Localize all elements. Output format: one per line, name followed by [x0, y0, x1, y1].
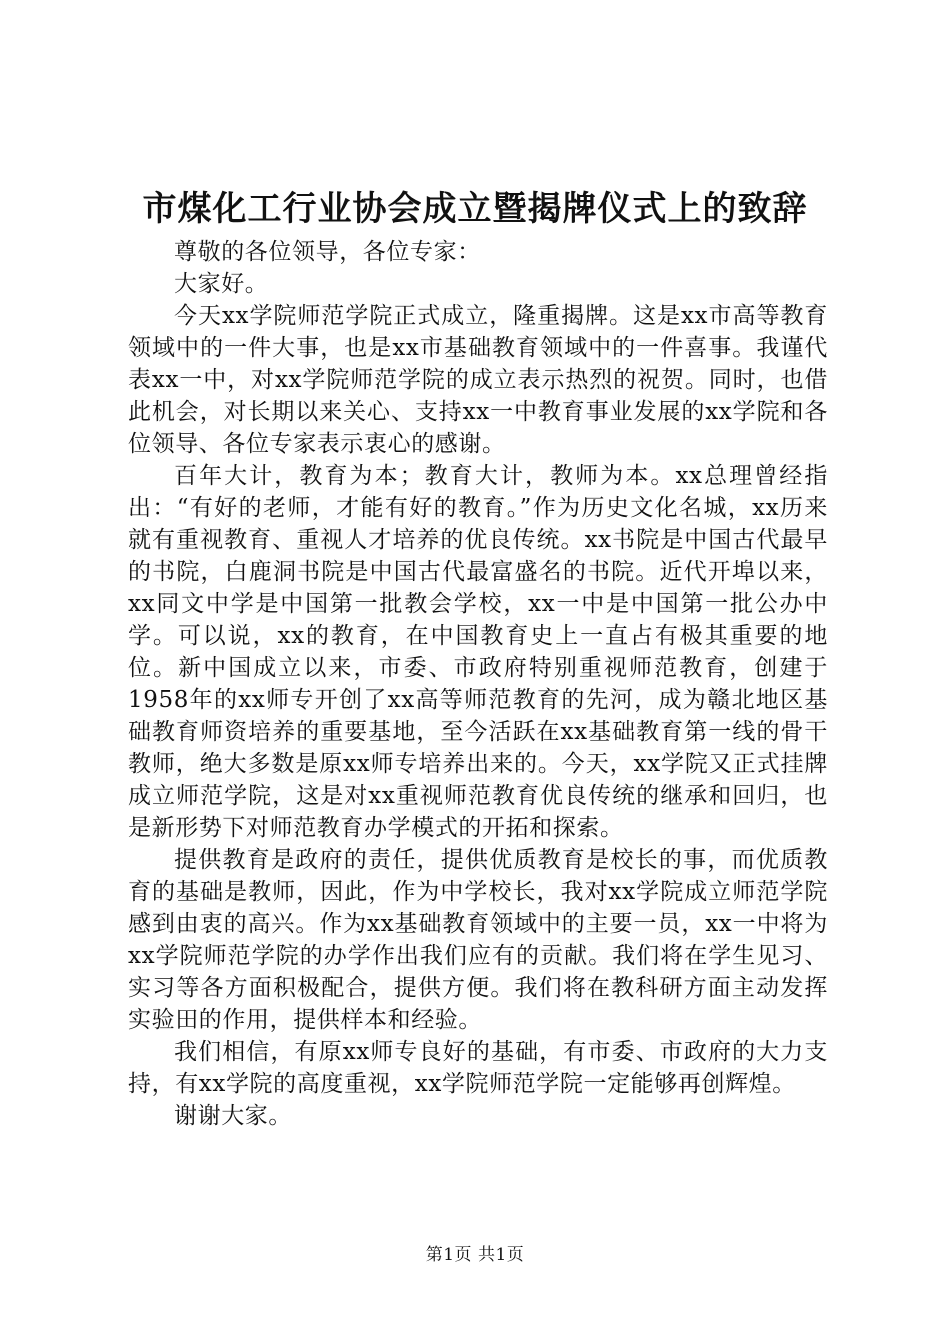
body-paragraph: 我们相信，有原xx师专良好的基础，有市委、市政府的大力支持，有xx学院的高度重视，xx学院师范学院一定能够再创辉煌。 — [128, 1039, 828, 1097]
body-paragraph: 提供教育是政府的责任，提供优质教育是校长的事，而优质教育的基础是教师，因此，作为中学校长，我对xx学院成立师范学院感到由衷的高兴。作为xx基础教育领域中的主要一员，xx一中将为xx学院师范学院的办学作出我们应有的贡献。我们将在学生见习、实习等各方面积极配合，提供方便。我们将在教科研方面主动发挥实验田的作用，提供样本和经验。 — [128, 847, 828, 1033]
document-title: 市煤化工行业协会成立暨揭牌仪式上的致辞 — [142, 189, 808, 229]
page-footer: 第1页 共1页 — [425, 1245, 525, 1265]
body-paragraph: 百年大计，教育为本；教育大计，教师为本。xx总理曾经指出：“有好的老师，才能有好的教育。”作为历史文化名城，xx历来就有重视教育、重视人才培养的优良传统。xx书院是中国古代最早的书院，白鹿洞书院是中国古代最富盛名的书院。近代开埠以来，xx同文中学是中国第一批教会学校，xx一中是中国第一批公办中学。可以说，xx的教育，在中国教育史上一直占有极其重要的地位。新中国成立以来，市委、市政府特别重视师范教育，创建于1958年的xx师专开创了xx高等师范教育的先河，成为赣北地区基础教育师资培养的重要基地，至今活跃在xx基础教育第一线的骨干教师，绝大多数是原xx师专培养出来的。今天，xx学院又正式挂牌成立师范学院，这是对xx重视师范教育优良传统的继承和回归，也是新形势下对师范教育办学模式的开拓和探索。 — [128, 463, 828, 841]
salutation: 尊敬的各位领导，各位专家： — [174, 239, 481, 265]
document-body — [128, 236, 828, 1132]
body-paragraph: 今天xx学院师范学院正式成立，隆重揭牌。这是xx市高等教育领域中的一件大事，也是xx市基础教育领域中的一件喜事。我谨代表xx一中，对xx学院师范学院的成立表示热烈的祝贺。同时，也借此机会，对长期以来关心、支持xx一中教育事业发展的xx学院和各位领导、各位专家表示衷心的感谢。 — [128, 303, 828, 457]
greeting: 大家好。 — [174, 271, 269, 297]
closing: 谢谢大家。 — [174, 1103, 292, 1129]
